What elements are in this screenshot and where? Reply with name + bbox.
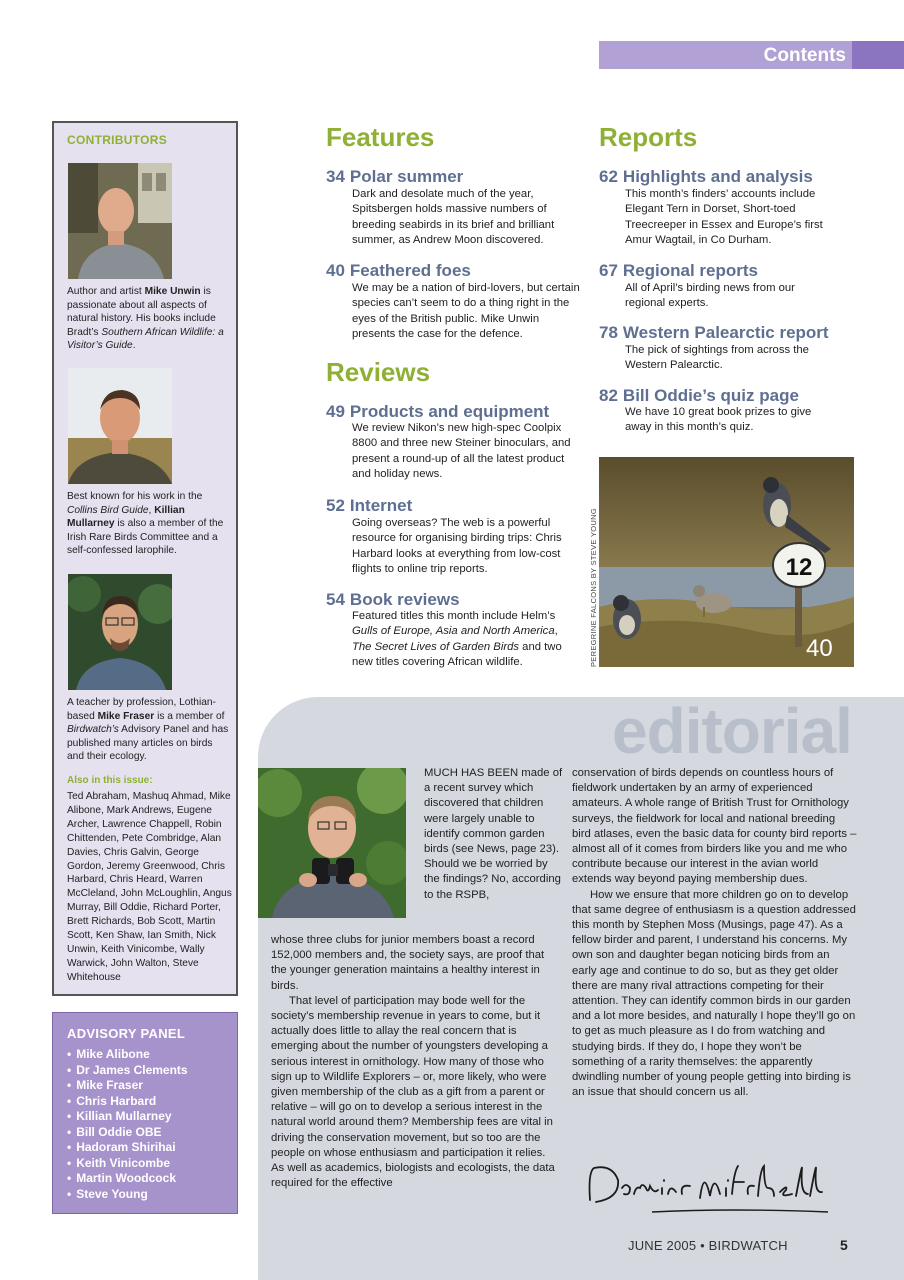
editor-signature	[582, 1158, 832, 1218]
report-link-quiz-page[interactable]: 82 Bill Oddie’s quiz page	[599, 386, 799, 405]
advisory-member: • Chris Harbard	[67, 1094, 188, 1110]
advisory-member: • Killian Mullarney	[67, 1109, 188, 1125]
editorial-column-2	[572, 766, 857, 1100]
contents-header-tab	[599, 41, 904, 69]
editorial-paragraph: whose three clubs for junior members boast a record 152,000 members and, the society says, are proof that the younger generation maintains a healthy interest in birds.	[271, 934, 545, 992]
contents-label: Contents	[763, 45, 846, 66]
reports-heading: Reports	[599, 122, 698, 152]
contributors-heading: CONTRIBUTORS	[67, 133, 168, 147]
advisory-panel	[52, 1012, 238, 1214]
review-link-products[interactable]: 49 Products and equipment	[326, 402, 550, 421]
review-link-book-reviews[interactable]: 54 Book reviews	[326, 590, 460, 609]
review-link-internet[interactable]: 52 Internet	[326, 496, 413, 515]
also-in-issue-heading: Also in this issue:	[67, 775, 153, 786]
editor-photo	[258, 768, 406, 918]
also-in-issue-list: Ted Abraham, Mashuq Ahmad, Mike Alibone, Mark Andrews, Eugene Archer, Lawrence Chappell, Robin Chittenden, Pete Combridge, Alan Davies, Chris Galvin, George Gordon, Jeremy Greenwood, Chris Harbard, Chris Heard, Warren McCleland, John McLoughlin, Angus Murray, Bill Oddie, Richard Porter, Brett Richards, Bob Scott, Martin Scott, Ken Shaw, Ian Smith, Nick Unwin, Keith Vinicombe, Wally Warwick, John Walton, Steve Whitehouse	[67, 791, 232, 983]
editorial-heading: editorial	[612, 695, 852, 767]
feature-link-feathered-foes[interactable]: 40 Feathered foes	[326, 261, 471, 280]
photo-credit: PEREGRINE FALCONS BY STEVE YOUNG	[589, 508, 598, 667]
advisory-member: • Martin Woodcock	[67, 1171, 188, 1187]
contributor-photo-killian-mullarney	[68, 368, 172, 484]
page-number: 5	[840, 1237, 848, 1253]
features-heading: Features	[326, 122, 435, 152]
review-desc-internet: Going overseas? The web is a powerful resource for organising birding trips: Chris Harbard looks at everything from low-cost flights to online trip reports.	[352, 517, 562, 576]
contributor-photo-mike-fraser	[68, 574, 172, 690]
advisory-list	[67, 1047, 188, 1202]
review-desc-book-reviews: Featured titles this month include Helm’s Gulls of Europe, Asia and North America, The Secret Lives of Garden Birds and two new titles covering African wildlife.	[352, 610, 562, 669]
contributor-bio-1: Author and artist Mike Unwin is passionate about all aspects of natural history. His books include Bradt’s Southern African Wildlife: a Visitor’s Guide.	[67, 286, 224, 352]
contributors-panel	[52, 121, 238, 996]
editorial-paragraph: That level of participation may bode well for the society’s membership revenue in years to come, but it actually does little to allay the real concern that is emerging about the number of youngsters developing a serious interest in ornithology. How many of those who sign up to Wildlife Explorers – or, more likely, who were given membership of the club as a gift from a parent or relative – will go on to develop a serious interest in the natural world around them? Membership fees are vital in driving the conservation movement, but so too are the people on whose enthusiasm and participation it relies. As well as academics, biologists and ecologists, the data required for the effective	[271, 994, 555, 1190]
advisory-member: • Steve Young	[67, 1187, 188, 1203]
report-link-regional[interactable]: 67 Regional reports	[599, 261, 759, 280]
contributor-photo-mike-unwin	[68, 163, 172, 279]
advisory-member: • Mike Alibone	[67, 1047, 188, 1063]
advisory-member: • Dr James Clements	[67, 1063, 188, 1079]
sign-number: 12	[785, 554, 813, 581]
feature-link-polar-summer[interactable]: 34 Polar summer	[326, 167, 464, 186]
report-link-highlights[interactable]: 62 Highlights and analysis	[599, 167, 813, 186]
report-desc-highlights: This month’s finders’ accounts include Elegant Tern in Dorset, Short-toed Treecreeper in Essex and Europe’s first Amur Wagtail, in Co Durham.	[625, 188, 823, 247]
report-desc-quiz-page: We have 10 great book prizes to give away in this month’s quiz.	[625, 406, 812, 434]
editorial-paragraph: How we ensure that more children go on to develop that same degree of enthusiasm is a question addressed this month by Stephen Moss (Musings, page 47). As a fellow birder and parent, I understand his concerns. My own son and daughter began noticing birds from an early age and continue to do so, but as they get older there are many rival attractions competing for their attention. They can identify common birds in our garden and a lot more besides, and naturally I hope they’ll go on to get as much pleasure as I do from watching and studying birds. If they do, I hope they won’t be something of a rarity themselves: the apparently dwindling number of young people getting into birding is an issue that should concern us all.	[572, 888, 856, 1099]
advisory-heading: ADVISORY PANEL	[67, 1026, 186, 1041]
feature-desc-polar-summer: Dark and desolate much of the year, Spitsbergen holds massive numbers of breeding seabirds in its brief and brilliant summer, as Andrew Moon discovered.	[352, 188, 555, 247]
feature-desc-feathered-foes: We may be a nation of bird-lovers, but certain species can’t seem to do a thing right in the eyes of the British public. Mike Unwin presents the case for the defence.	[352, 282, 580, 341]
contributor-bio-2: Best known for his work in the Collins Bird Guide, Killian Mullarney is also a member of the Irish Rare Birds Committee and a self-confessed larophile.	[67, 491, 224, 557]
advisory-member: • Bill Oddie OBE	[67, 1125, 188, 1141]
photo-page-number: 40	[806, 635, 833, 662]
editorial-intro-text: MUCH HAS BEEN made of a recent survey which discovered that children were largely unable to identify common garden birds (see News, page 23). Should we be worried by the findings? No, according to the RSPB,	[424, 767, 563, 901]
advisory-member: • Mike Fraser	[67, 1078, 188, 1094]
reviews-heading: Reviews	[326, 357, 431, 387]
issue-footer: JUNE 2005 • BIRDWATCH	[628, 1238, 788, 1253]
editorial-column-1	[271, 933, 561, 1191]
review-desc-products: We review Nikon’s new high-spec Coolpix 8800 and three new Steiner binoculars, and present a round-up of all the latest product and holiday news.	[352, 422, 571, 481]
report-link-western-palearctic[interactable]: 78 Western Palearctic report	[599, 323, 829, 342]
header-accent-block	[852, 41, 904, 69]
advisory-member: • Hadoram Shirihai	[67, 1140, 188, 1156]
editorial-paragraph: conservation of birds depends on countless hours of fieldwork undertaken by an army of experienced amateurs. A whole range of British Trust for Ornithology surveys, the fieldwork for local and national breeding bird atlases, even the basic data for county bird reports – almost all of it comes from birders like you and me who contribute because our interest in the avian world extends way beyond paying membership dues.	[572, 767, 857, 886]
report-desc-western-palearctic: The pick of sightings from across the Western Palearctic.	[625, 344, 809, 372]
report-desc-regional: All of April’s birding news from our regional experts.	[625, 282, 795, 310]
contributor-bio-3: A teacher by profession, Lothian-based Mike Fraser is a member of Birdwatch’s Advisory Panel and has published many articles on birds and their ecology.	[67, 697, 229, 763]
advisory-member: • Keith Vinicombe	[67, 1156, 188, 1172]
